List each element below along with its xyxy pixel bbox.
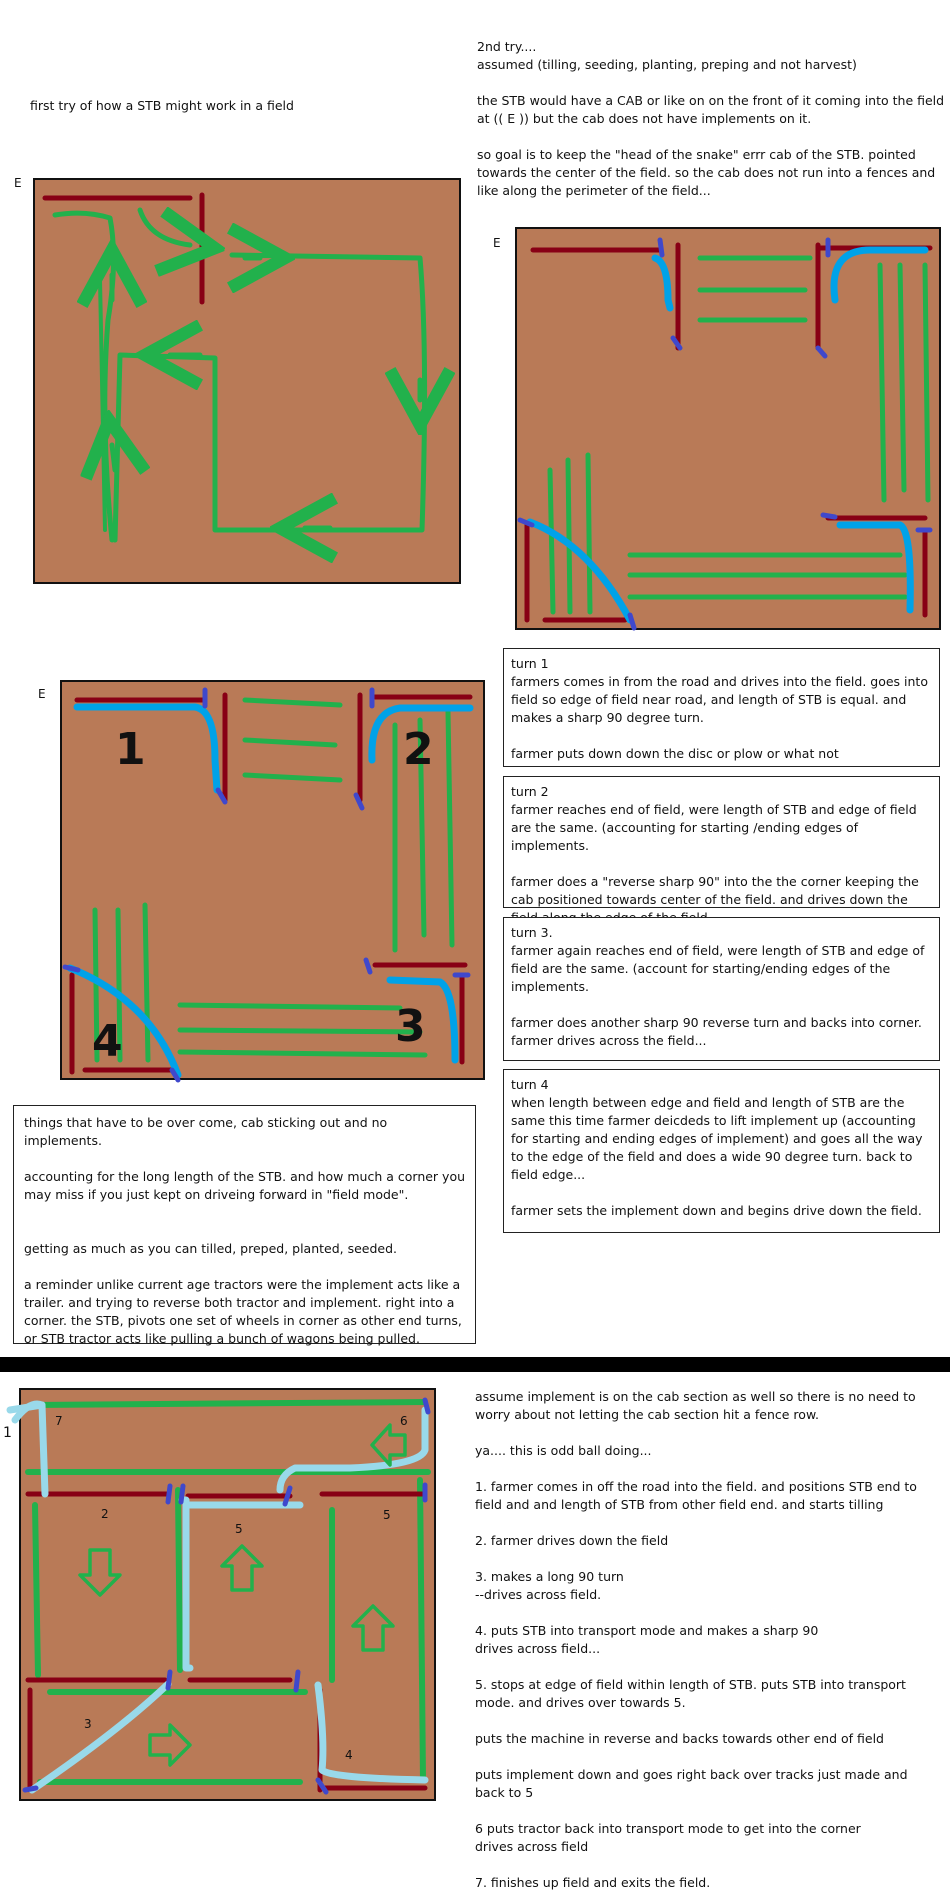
second-field-end-markers [520,240,930,628]
turn-number-1: 1 [115,724,146,775]
turn-number-3: 3 [395,1001,426,1052]
field4-label-4: 4 [345,1748,353,1762]
fourth-description: assume implement is on the cab section as well so there is no need to worry about not letting the cab section hit a fence row. ya.... this is odd ball doing... 1. farmer comes in off the road into the field. and positions STB end to field and and length of STB from other field end. and starts tilling 2. farmer drives down the field 3. makes a long 90 turn --drives across field. 4. puts STB into transport mode and makes a sharp 90 drives across field... 5. stops at edge of field within length of STB. puts STB into transport mode. and drives over towards 5. puts the machine in reverse and backs towards other end of field puts implement down and goes right back over tracks just made and back to 5 6 puts tractor back into transport mode to get into the corner drives across field 7. finishes up field and exits the field. [475,1389,917,1890]
second-field-tracks [550,258,928,612]
second-try-heading: 2nd try.... assumed (tilling, seeding, planting, preping and not harvest) [477,39,857,72]
first-field-entry-label: E [14,176,22,190]
field4-label-5b: 5 [383,1508,391,1522]
field4-label-7: 7 [55,1414,63,1428]
turn-number-4: 4 [92,1016,123,1067]
field4-label-1: 1 [3,1425,12,1441]
fourth-field-end-markers [25,1400,428,1792]
field4-label-5a: 5 [235,1522,243,1536]
turn-4-box: turn 4 when length between edge and field and length of STB are the same this time farmer deicdeds to lift implement up (accounting for starting and ending edges of implement) and goes all the way to the edge of the field and does a wide 90 degree turn. back to field edge... farmer sets the implement down and begins drive down the field. [503,1069,940,1233]
turn-number-2: 2 [403,724,434,775]
second-field-turn-paths [530,250,925,620]
field4-label-2: 2 [101,1507,109,1521]
turn-2-box: turn 2 farmer reaches end of field, were length of STB and edge of field are the same. (accounting for starting /ending edges of implements. farmer does a "reverse sharp 90" into the the corner keeping the cab positioned towards center of the field. and drives down the [503,776,940,908]
turn-1-box: turn 1 farmers comes in from the road and drives into the field. goes into field so edge of field near road, and length of STB is equal. and makes a sharp 90 degree turn. farmer puts down down the disc or plow or what not [503,648,940,767]
first-field-tracks [55,210,425,540]
field4-label-3: 3 [84,1717,92,1731]
fourth-field-direction-arrows [80,1425,405,1765]
fourth-field-fences [28,1494,425,1790]
second-try-paragraph-2: so goal is to keep the "head of the snake" errr cab of the STB. pointed towards the center of the field. so the cab does not run into a fences and like along the perimeter of the field... [477,147,936,198]
turn-3-box: turn 3. farmer again reaches end of field, were length of STB and edge of field are the same. (account for starting/ending edges of the implements. farmer does another sharp 90 reverse turn and backs into corner. farmer drives across the field... [503,917,940,1061]
field4-label-6: 6 [400,1414,408,1428]
third-field-entry-label: E [38,687,46,701]
fourth-field-paths [10,1404,425,1790]
second-try-paragraph-1: the STB would have a CAB or like on on the front of it coming into the field at (( E )) but the cab does not have implements on it. [477,93,945,126]
notes-box: things that have to be over come, cab sticking out and no implements. accounting for the long length of the STB. and how much a corner you may miss if you just kept on driveing forward in "field mode". getting as much as you can tilled, preped, planted, seeded. a reminder unlike current age tractors were the implement acts like a trailer. and trying to reverse both tractor and implement. right into a corner. the STB, pivots one set of wheels in corner as other end turns, or STB tractor acts like pulling a bunch of wagons being pulled. [13,1105,476,1344]
second-field-entry-label: E [493,236,501,250]
first-try-title: first try of how a STB might work in a field [30,98,294,113]
